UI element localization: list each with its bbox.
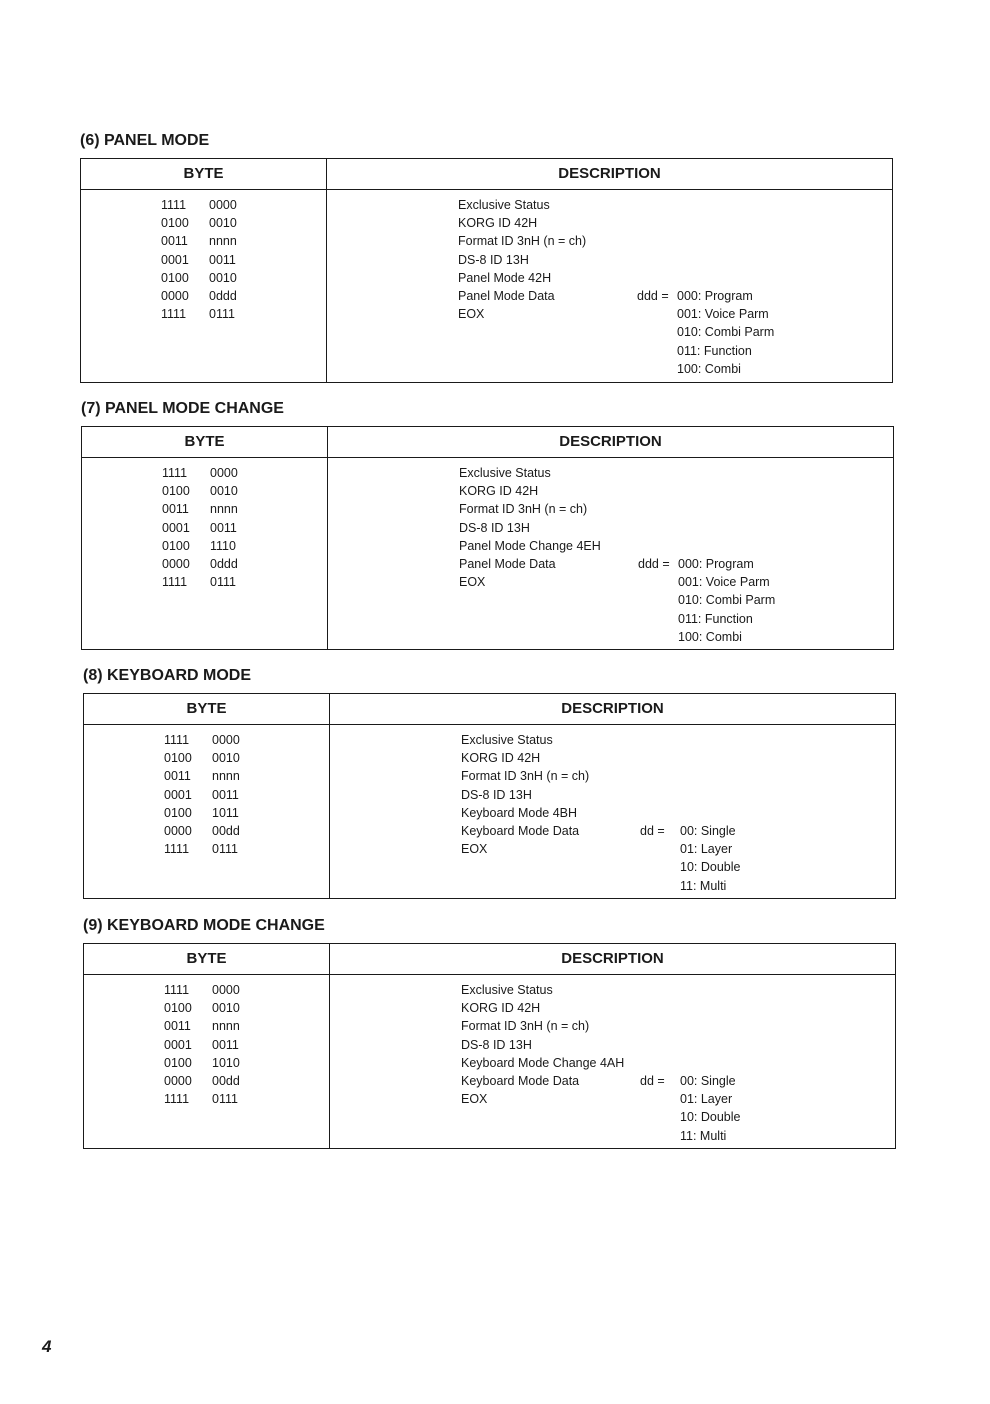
byte-low-nibble: nnnn — [209, 234, 237, 249]
description-text: Exclusive Status — [461, 983, 553, 997]
data-field-note: ddd = — [638, 557, 670, 571]
byte-high-nibble: 1111 — [164, 842, 190, 857]
section-title: (8) KEYBOARD MODE — [83, 667, 252, 684]
data-field-note: dd = — [640, 1074, 665, 1088]
description-text: EOX — [461, 1092, 488, 1107]
description-text: DS-8 ID 13H — [461, 787, 532, 802]
description-column-header: DESCRIPTION — [561, 700, 664, 717]
byte-low-nibble: 1110 — [210, 538, 236, 553]
description-text: EOX — [458, 307, 485, 322]
byte-low-nibble: 1010 — [212, 1055, 240, 1070]
byte-column-header: BYTE — [186, 700, 227, 717]
description-text: Panel Mode Data — [459, 557, 556, 571]
data-value-option: 000: Program — [677, 289, 753, 303]
description-text: EOX — [461, 842, 488, 857]
byte-low-nibble: 0111 — [209, 307, 235, 322]
description-text: Exclusive Status — [459, 466, 551, 480]
byte-low-nibble: 1011 — [212, 805, 239, 820]
data-value-option: 010: Combi Parm — [678, 593, 776, 608]
byte-low-nibble: 0011 — [210, 520, 237, 535]
column-divider — [329, 694, 330, 898]
byte-low-nibble: 00dd — [212, 1074, 240, 1088]
message-table — [80, 158, 893, 383]
data-value-option: 001: Voice Parm — [678, 575, 770, 590]
byte-high-nibble: 0001 — [164, 787, 192, 802]
byte-column-header: BYTE — [183, 165, 224, 182]
byte-high-nibble: 1111 — [162, 466, 188, 480]
description-text: Keyboard Mode Data — [461, 824, 580, 838]
byte-low-nibble: 0011 — [209, 252, 236, 267]
description-text: Exclusive Status — [458, 198, 550, 212]
data-value-option: 010: Combi Parm — [677, 325, 775, 340]
byte-high-nibble: 1111 — [164, 1092, 190, 1107]
byte-low-nibble: 0011 — [212, 1037, 239, 1052]
data-value-option: 100: Combi — [678, 629, 742, 644]
description-column-header: DESCRIPTION — [558, 165, 661, 182]
description-text: KORG ID 42H — [461, 1001, 541, 1016]
section-title: (6) PANEL MODE — [80, 132, 210, 149]
byte-high-nibble: 0100 — [161, 270, 189, 285]
data-value-option: 011: Function — [677, 343, 752, 358]
description-text: KORG ID 42H — [461, 751, 541, 766]
byte-low-nibble: 0010 — [209, 216, 237, 231]
description-text: DS-8 ID 13H — [459, 520, 530, 535]
description-text: Format ID 3nH (n = ch) — [461, 1019, 590, 1034]
description-text: Panel Mode 42H — [458, 270, 552, 285]
description-column-header: DESCRIPTION — [559, 433, 662, 450]
byte-high-nibble: 0100 — [164, 1001, 192, 1016]
description-text: Format ID 3nH (n = ch) — [459, 502, 588, 517]
byte-low-nibble: 0010 — [212, 1001, 240, 1016]
byte-high-nibble: 1111 — [164, 983, 190, 997]
section-title: (9) KEYBOARD MODE CHANGE — [83, 917, 325, 934]
byte-low-nibble: 0011 — [212, 787, 239, 802]
description-text: Keyboard Mode Change 4AH — [461, 1055, 625, 1070]
section-title: (7) PANEL MODE CHANGE — [81, 400, 284, 417]
byte-high-nibble: 0100 — [162, 484, 190, 499]
byte-low-nibble: 0000 — [212, 733, 240, 747]
data-value-option: 001: Voice Parm — [677, 307, 769, 322]
byte-low-nibble: 0111 — [212, 842, 238, 857]
byte-high-nibble: 0001 — [164, 1037, 192, 1052]
data-field-note: dd = — [640, 824, 665, 838]
byte-low-nibble: 0111 — [212, 1092, 238, 1107]
message-table — [81, 426, 894, 650]
data-value-option: 01: Layer — [680, 842, 733, 857]
byte-column-header: BYTE — [184, 433, 225, 450]
description-text: KORG ID 42H — [458, 216, 538, 231]
data-field-note: ddd = — [637, 289, 669, 303]
byte-high-nibble: 1111 — [161, 198, 187, 212]
byte-high-nibble: 0000 — [164, 824, 192, 838]
byte-low-nibble: 0111 — [210, 575, 236, 590]
byte-high-nibble: 0100 — [161, 216, 189, 231]
message-table — [83, 693, 896, 899]
description-text: Keyboard Mode Data — [461, 1074, 580, 1088]
byte-low-nibble: nnnn — [212, 1019, 240, 1034]
description-column-header: DESCRIPTION — [561, 950, 664, 967]
byte-high-nibble: 0001 — [161, 252, 189, 267]
byte-high-nibble: 0011 — [161, 234, 188, 249]
byte-high-nibble: 0100 — [162, 538, 190, 553]
byte-low-nibble: 0000 — [212, 983, 240, 997]
byte-high-nibble: 0011 — [162, 502, 189, 517]
byte-low-nibble: 0ddd — [210, 557, 238, 571]
byte-high-nibble: 0100 — [164, 1055, 192, 1070]
byte-high-nibble: 0000 — [161, 289, 189, 303]
data-value-option: 100: Combi — [677, 361, 741, 376]
data-value-option: 11: Multi — [680, 878, 727, 893]
column-divider — [326, 159, 327, 382]
byte-column-header: BYTE — [186, 950, 227, 967]
description-text: Panel Mode Data — [458, 289, 555, 303]
data-value-option: 011: Function — [678, 611, 753, 626]
column-divider — [329, 944, 330, 1148]
description-text: Exclusive Status — [461, 733, 553, 747]
byte-low-nibble: 0000 — [209, 198, 237, 212]
byte-low-nibble: 0000 — [210, 466, 238, 480]
byte-high-nibble: 0000 — [164, 1074, 192, 1088]
byte-low-nibble: 0010 — [212, 751, 240, 766]
message-table — [83, 943, 896, 1149]
description-text: DS-8 ID 13H — [458, 252, 529, 267]
byte-high-nibble: 0001 — [162, 520, 190, 535]
byte-high-nibble: 0100 — [164, 751, 192, 766]
description-text: DS-8 ID 13H — [461, 1037, 532, 1052]
table-header — [84, 944, 895, 975]
table-header — [81, 159, 892, 190]
description-text: Format ID 3nH (n = ch) — [458, 234, 587, 249]
byte-low-nibble: 0010 — [210, 484, 238, 499]
byte-high-nibble: 0011 — [164, 769, 191, 784]
byte-high-nibble: 0011 — [164, 1019, 191, 1034]
table-header — [82, 427, 893, 458]
byte-high-nibble: 1111 — [161, 307, 187, 322]
description-text: Panel Mode Change 4EH — [459, 538, 601, 553]
byte-low-nibble: 00dd — [212, 824, 240, 838]
byte-low-nibble: 0ddd — [209, 289, 237, 303]
data-value-option: 10: Double — [680, 1110, 741, 1125]
byte-low-nibble: 0010 — [209, 270, 237, 285]
byte-low-nibble: nnnn — [210, 502, 238, 517]
byte-high-nibble: 0000 — [162, 557, 190, 571]
byte-high-nibble: 1111 — [164, 733, 190, 747]
column-divider — [327, 427, 328, 649]
description-text: KORG ID 42H — [459, 484, 539, 499]
description-text: EOX — [459, 575, 486, 590]
byte-high-nibble: 0100 — [164, 805, 192, 820]
byte-high-nibble: 1111 — [162, 575, 188, 590]
data-value-option: 00: Single — [680, 824, 736, 838]
data-value-option: 11: Multi — [680, 1128, 727, 1143]
byte-low-nibble: nnnn — [212, 769, 240, 784]
table-header — [84, 694, 895, 725]
data-value-option: 00: Single — [680, 1074, 736, 1088]
description-text: Keyboard Mode 4BH — [461, 805, 578, 820]
data-value-option: 01: Layer — [680, 1092, 733, 1107]
data-value-option: 000: Program — [678, 557, 754, 571]
description-text: Format ID 3nH (n = ch) — [461, 769, 590, 784]
page-number: 4 — [42, 1337, 52, 1356]
data-value-option: 10: Double — [680, 860, 741, 875]
